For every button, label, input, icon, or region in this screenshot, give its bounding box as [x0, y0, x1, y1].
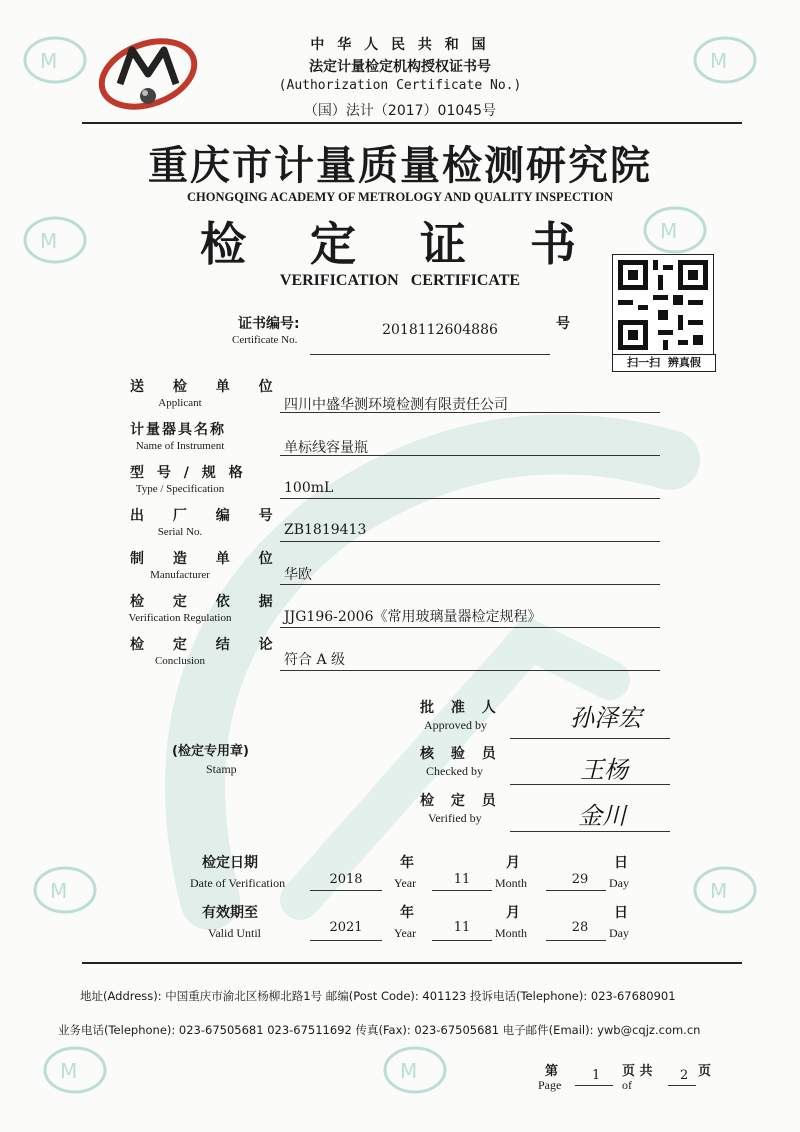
- date-underline: [546, 940, 606, 941]
- signature-checked: 王杨: [580, 756, 628, 784]
- watermark-logo-icon: [640, 200, 710, 260]
- date-label-en: Valid Until: [208, 926, 261, 940]
- signer-label-en: Verified by: [428, 811, 482, 825]
- field-label-en: Conclusion: [154, 655, 206, 667]
- footer-business: 业务电话(Telephone): 023-67505681 023-67511692 传真(Fax): 023-67505681 电子邮件(Email): ywb@cqjz.com.cn: [58, 1023, 701, 1037]
- field-label-en: Type / Specification: [135, 483, 225, 495]
- watermark-logo-icon: [20, 30, 90, 90]
- watermark-logo-icon: [690, 860, 760, 920]
- date-month-value: 11: [453, 872, 471, 887]
- field-label-cn: 制 造 单 位: [130, 551, 285, 567]
- signature-verified: 金川: [578, 802, 626, 830]
- field-underline: [280, 670, 660, 671]
- date-year-value: 2018: [329, 872, 363, 887]
- date-underline: [310, 890, 382, 891]
- watermark-logo-icon: [30, 860, 100, 920]
- field-label-cn: 出 厂 编 号: [130, 508, 285, 524]
- date-month-value: 11: [453, 920, 471, 935]
- field-underline: [280, 412, 660, 413]
- stamp-label-cn: (检定专用章): [172, 744, 249, 759]
- year-label-cn: 年: [400, 905, 414, 921]
- day-label-cn: 日: [614, 905, 628, 921]
- signer-label-en: Checked by: [426, 764, 483, 778]
- signature-underline: [510, 784, 670, 785]
- signer-label-cn: 批 准 人: [420, 700, 502, 716]
- field-label-cn: 计量器具名称: [130, 422, 226, 438]
- institute-name-en: CHONGQING ACADEMY OF METROLOGY AND QUALITY INSPECTION: [187, 190, 613, 204]
- signer-label-cn: 核 验 员: [420, 746, 502, 762]
- institute-name-cn: 重庆市计量质量检测研究院: [148, 143, 652, 189]
- page-di: 第: [545, 1064, 559, 1079]
- date-underline: [546, 890, 606, 891]
- institute-logo-icon: [90, 22, 210, 112]
- authorization-title-cn: 法定计量检定机构授权证书号: [309, 59, 491, 75]
- field-value: JJG196-2006《常用玻璃量器检定规程》: [284, 609, 542, 625]
- date-year-value: 2021: [329, 920, 363, 935]
- field-underline: [280, 584, 660, 585]
- svg-text:M: M: [660, 219, 678, 243]
- year-label-cn: 年: [400, 855, 414, 871]
- authorization-number: （国）法计（2017）01045号: [303, 103, 497, 119]
- field-value: 100mL: [284, 480, 334, 496]
- day-label-en: Day: [609, 926, 629, 940]
- field-label-en: Verification Regulation: [128, 612, 232, 624]
- field-label-en: Serial No.: [157, 526, 203, 538]
- field-value: 单标线容量瓶: [284, 440, 368, 456]
- cert-number: 2018112604886: [382, 322, 498, 338]
- field-label-cn: 送 检 单 位: [130, 379, 285, 395]
- svg-text:M: M: [40, 229, 58, 253]
- date-underline: [310, 940, 382, 941]
- date-label-en: Date of Verification: [190, 876, 286, 890]
- watermark-logo-icon: [20, 210, 90, 270]
- day-label-cn: 日: [614, 855, 628, 871]
- date-day-value: 28: [571, 920, 589, 935]
- year-label-en: Year: [394, 926, 417, 940]
- qr-caption: 扫一扫 辨真假: [612, 354, 716, 372]
- month-label-cn: 月: [506, 855, 520, 871]
- field-label-en: Manufacturer: [150, 569, 210, 581]
- field-underline: [280, 455, 660, 456]
- signature-underline: [510, 831, 670, 832]
- country-name: 中 华 人 民 共 和 国: [310, 37, 490, 53]
- field-label-cn: 检 定 结 论: [130, 637, 285, 653]
- field-underline: [280, 498, 660, 499]
- field-value: 华欧: [284, 567, 312, 583]
- month-label-en: Month: [495, 876, 528, 890]
- field-label-en: Name of Instrument: [135, 440, 225, 452]
- svg-text:M: M: [50, 879, 68, 903]
- signature-underline: [510, 738, 670, 739]
- svg-text:M: M: [710, 879, 728, 903]
- signature-approved: 孙泽宏: [570, 704, 642, 732]
- authorization-title-en: (Authorization Certificate No.): [278, 78, 522, 93]
- page-total-underline: [668, 1085, 696, 1086]
- date-label-cn: 有效期至: [202, 905, 258, 921]
- cert-no-suffix: 号: [556, 316, 570, 332]
- month-label-en: Month: [495, 926, 528, 940]
- stamp-label-en: Stamp: [206, 762, 237, 776]
- date-label-cn: 检定日期: [202, 855, 258, 871]
- watermark-logo-icon: [40, 1040, 110, 1100]
- footer-divider: [82, 962, 742, 964]
- qr-code-icon: [613, 255, 713, 355]
- field-underline: [280, 541, 660, 542]
- signer-label-en: Approved by: [424, 718, 487, 732]
- qr-code: [612, 254, 714, 356]
- svg-text:M: M: [40, 49, 58, 73]
- field-underline: [280, 627, 660, 628]
- field-value: ZB1819413: [284, 522, 367, 538]
- watermark-logo-icon: [690, 30, 760, 90]
- field-label-cn: 检 定 依 据: [130, 594, 285, 610]
- page-label-en: Page: [538, 1078, 562, 1092]
- date-underline: [432, 940, 492, 941]
- certificate-title-en: VERIFICATION CERTIFICATE: [279, 272, 521, 289]
- svg-text:M: M: [400, 1059, 418, 1083]
- month-label-cn: 月: [506, 905, 520, 921]
- footer-address: 地址(Address): 中国重庆市渝北区杨柳北路1号 邮编(Post Code): 401123 投诉电话(Telephone): 023-67680901: [80, 989, 676, 1003]
- page-current: 1: [592, 1068, 601, 1083]
- field-value: 四川中盛华测环境检测有限责任公司: [284, 397, 508, 413]
- page-ye-gong: 页 共: [622, 1064, 653, 1079]
- signer-label-cn: 检 定 员: [420, 793, 502, 809]
- page-total: 2: [680, 1068, 689, 1083]
- svg-text:M: M: [60, 1059, 78, 1083]
- watermark-logo-icon: [380, 1040, 450, 1100]
- field-label-en: Applicant: [158, 397, 202, 409]
- cert-no-underline: [310, 354, 550, 355]
- day-label-en: Day: [609, 876, 629, 890]
- page-of-en: of: [622, 1078, 632, 1092]
- cert-no-label-cn: 证书编号:: [238, 316, 300, 332]
- cert-no-label-en: Certificate No.: [232, 334, 298, 346]
- year-label-en: Year: [394, 876, 417, 890]
- field-value: 符合 A 级: [284, 652, 346, 668]
- svg-text:M: M: [710, 49, 728, 73]
- page-current-underline: [575, 1085, 613, 1086]
- date-underline: [432, 890, 492, 891]
- field-label-cn: 型 号 / 规 格: [130, 465, 247, 481]
- certificate-title-cn: 检 定 证 书: [199, 217, 601, 271]
- date-day-value: 29: [571, 872, 589, 887]
- header-divider: [82, 122, 742, 124]
- page-ye: 页: [698, 1064, 712, 1079]
